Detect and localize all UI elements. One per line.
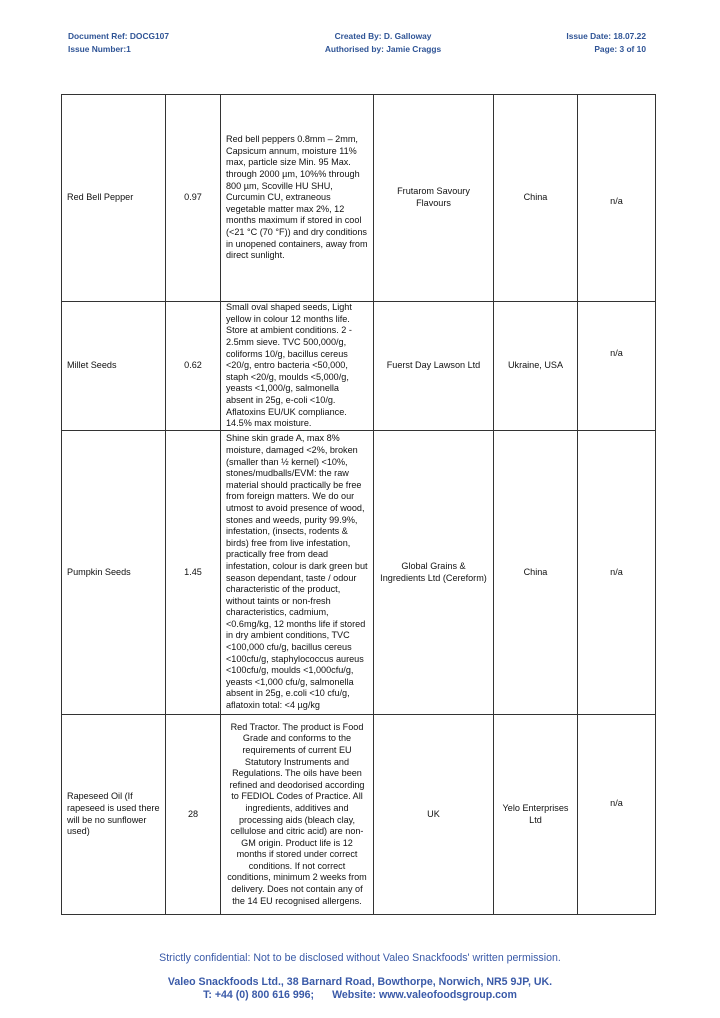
ingredient-note: n/a: [578, 715, 656, 915]
page-number: Page: 3 of 10: [594, 44, 646, 54]
ingredient-quantity: 28: [166, 715, 221, 915]
ingredient-description: Shine skin grade A, max 8% moisture, damaged <2%, broken (smaller than ½ kernel) <10%, stones/mudballs/EVM: the raw material should practically be free from foreign matters. We do our utmost to avoid presence of wood, stones and weeds, purity 99.9%, infestation, (insects, rodents & birds) free from live infestation, practically free from dead infestation, colour is dark green but season dependant, taste / odour characteristic of the product, without taints or non-fresh characteristics, cadmium, <0.6mg/kg, 12 months life if stored in dry ambient conditions, TVC <100,000 cfu/g, bacillus cereus <100cfu/g, staphylococcus aureus <100cfu/g, moulds <1,000cfu/g, yeasts <1,000 cfu/g, salmonella absent in 25g, e.coli <10 cfu/g, aflatoxin total: <4 µg/kg: [221, 431, 374, 715]
ingredient-quantity: 0.97: [166, 95, 221, 302]
ingredient-supplier: Fuerst Day Lawson Ltd: [374, 302, 494, 431]
ingredient-description: Small oval shaped seeds, Light yellow in colour 12 months life. Store at ambient conditions. 2 - 2.5mm sieve. TVC 500,000/g, coliforms 10/g, bacillus cereus <20/g, entro bacteria <50,000, staph <20/g, moulds <5,000/g, yeasts <1,000/g, salmonella absent in 25g, e-coli <10/g. Aflatoxins EU/UK compliance. 14.5% max moisture.: [221, 302, 374, 431]
ingredient-description: Red Tractor. The product is Food Grade and conforms to the requirements of current EU Statutory Instruments and Regulations. The oils have been refined and deodorised according to FEDIOL Codes of Practice. All ingredients, additives and processing aids (bleach clay, cellulose and citric acid) are non-GM origin. Product life is 12 months if stored under correct conditions. If not correct conditions, minimum 2 weeks from delivery. Does not contain any of the 14 EU recognised allergens.: [221, 715, 374, 915]
created-by: Created By: D. Galloway: [334, 31, 432, 41]
ingredient-description: Red bell peppers 0.8mm – 2mm, Capsicum annum, moisture 11% max, particle size Min. 95 Max. through 2000 µm, 10%% through 800 µm, Scoville HU SHU, Curcumin CU, extraneous vegetable matter max 2%, 12 months maximum if stored in cool (<21 °C (70 °F)) and dry conditions in unopened containers, away from direct sunlight.: [221, 95, 374, 302]
company-address: Valeo Snackfoods Ltd., 38 Barnard Road, Bowthorpe, Norwich, NR5 9JP, UK.: [167, 976, 553, 988]
header-right: [566, 30, 646, 56]
document-ref: Document Ref: DOCG107: [68, 31, 169, 41]
ingredient-origin: China: [494, 95, 578, 302]
ingredient-origin: Yelo Enterprises Ltd: [494, 715, 578, 915]
contact-line: [0, 989, 720, 1002]
ingredient-note: n/a: [578, 95, 656, 302]
issue-number: Issue Number:1: [68, 44, 131, 54]
ingredient-quantity: 0.62: [166, 302, 221, 431]
ingredient-supplier: Frutarom Savoury Flavours: [374, 95, 494, 302]
ingredient-note: n/a: [578, 431, 656, 715]
ingredient-supplier: UK: [374, 715, 494, 915]
confidentiality-notice: Strictly confidential: Not to be disclosed without Valeo Snackfoods' written permission.: [159, 952, 561, 964]
company-phone: T: +44 (0) 800 616 996;: [203, 989, 315, 1001]
table-row: [62, 715, 656, 915]
ingredient-origin: China: [494, 431, 578, 715]
issue-date: Issue Date: 18.07.22: [566, 31, 646, 41]
page-header: [68, 30, 646, 60]
ingredient-name: Pumpkin Seeds: [62, 431, 166, 715]
ingredient-name: Rapeseed Oil (If rapeseed is used there will be no sunflower used): [62, 715, 166, 915]
header-middle: [313, 30, 453, 56]
ingredient-supplier: Global Grains & Ingredients Ltd (Cereform): [374, 431, 494, 715]
ingredient-quantity: 1.45: [166, 431, 221, 715]
table-row: [62, 95, 656, 302]
authorised-by: Authorised by: Jamie Craggs: [324, 44, 442, 54]
ingredient-origin: Ukraine, USA: [494, 302, 578, 431]
company-website[interactable]: Website: www.valeofoodsgroup.com: [332, 989, 517, 1001]
ingredient-name: Red Bell Pepper: [62, 95, 166, 302]
ingredient-name: Millet Seeds: [62, 302, 166, 431]
company-footer: [0, 976, 720, 1002]
ingredient-spec-table: [61, 94, 656, 915]
table-row: [62, 431, 656, 715]
table-row: [62, 302, 656, 431]
header-left: [68, 30, 169, 56]
ingredient-note: n/a: [578, 302, 656, 431]
